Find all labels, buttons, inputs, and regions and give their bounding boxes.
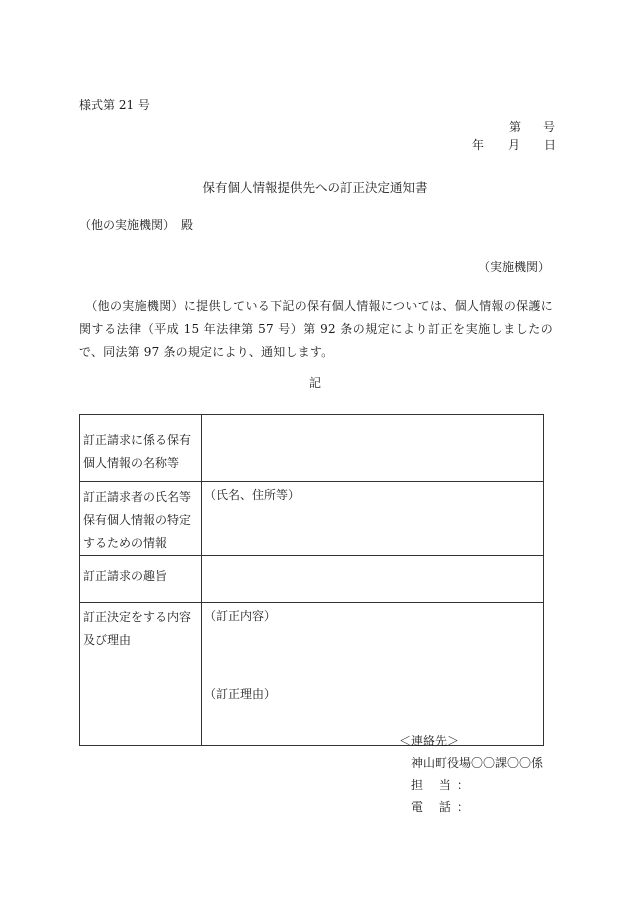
ki-heading: 記 [308, 376, 321, 390]
table-row [80, 556, 544, 603]
row3-value [202, 556, 544, 603]
document-number-suffix: 号 [543, 120, 556, 134]
row4-label: 訂正決定をする内容及び理由 [80, 603, 202, 746]
contact-phone: 電 話： [411, 800, 475, 814]
date-day: 日 [544, 138, 557, 152]
table-row [80, 482, 544, 556]
body-paragraph [79, 295, 553, 364]
addressee: （他の実施機関） 殿 [79, 218, 194, 232]
row1-value [202, 415, 544, 482]
contact-office: 神山町役場〇〇課〇〇係 [411, 756, 544, 770]
table-row [80, 603, 544, 746]
contact-person: 担 当： [411, 778, 475, 792]
document-date [472, 137, 556, 153]
row3-label: 訂正請求の趣旨 [80, 556, 202, 603]
body-text: （他の実施機関）に提供している下記の保有個人情報については、個人情報の保護に関する法律（平成 15 年法律第 57 号）第 92 条の規定により訂正を実施しましたので、同法第 97 条の規定により、通知します。 [79, 299, 553, 359]
form-number: 様式第 21 号 [79, 98, 150, 112]
correction-reason-label: （訂正理由） [204, 687, 277, 701]
table-row [80, 415, 544, 482]
row2-value: （氏名、住所等） [202, 482, 544, 556]
row4-value [202, 603, 544, 746]
date-year: 年 [472, 138, 485, 152]
document-number [509, 119, 555, 135]
document-title: 保有個人情報提供先への訂正決定通知書 [202, 180, 428, 195]
row1-label: 訂正請求に係る保有個人情報の名称等 [80, 415, 202, 482]
row2-label: 訂正請求者の氏名等保有個人情報の特定するための情報 [80, 482, 202, 556]
contact-block [399, 730, 543, 818]
info-table [79, 414, 544, 746]
contact-heading: ＜連絡先＞ [399, 734, 460, 748]
sender: （実施機関） [477, 260, 550, 274]
correction-content-label: （訂正内容） [204, 609, 277, 623]
date-month: 月 [508, 138, 521, 152]
document-number-prefix: 第 [509, 120, 522, 134]
